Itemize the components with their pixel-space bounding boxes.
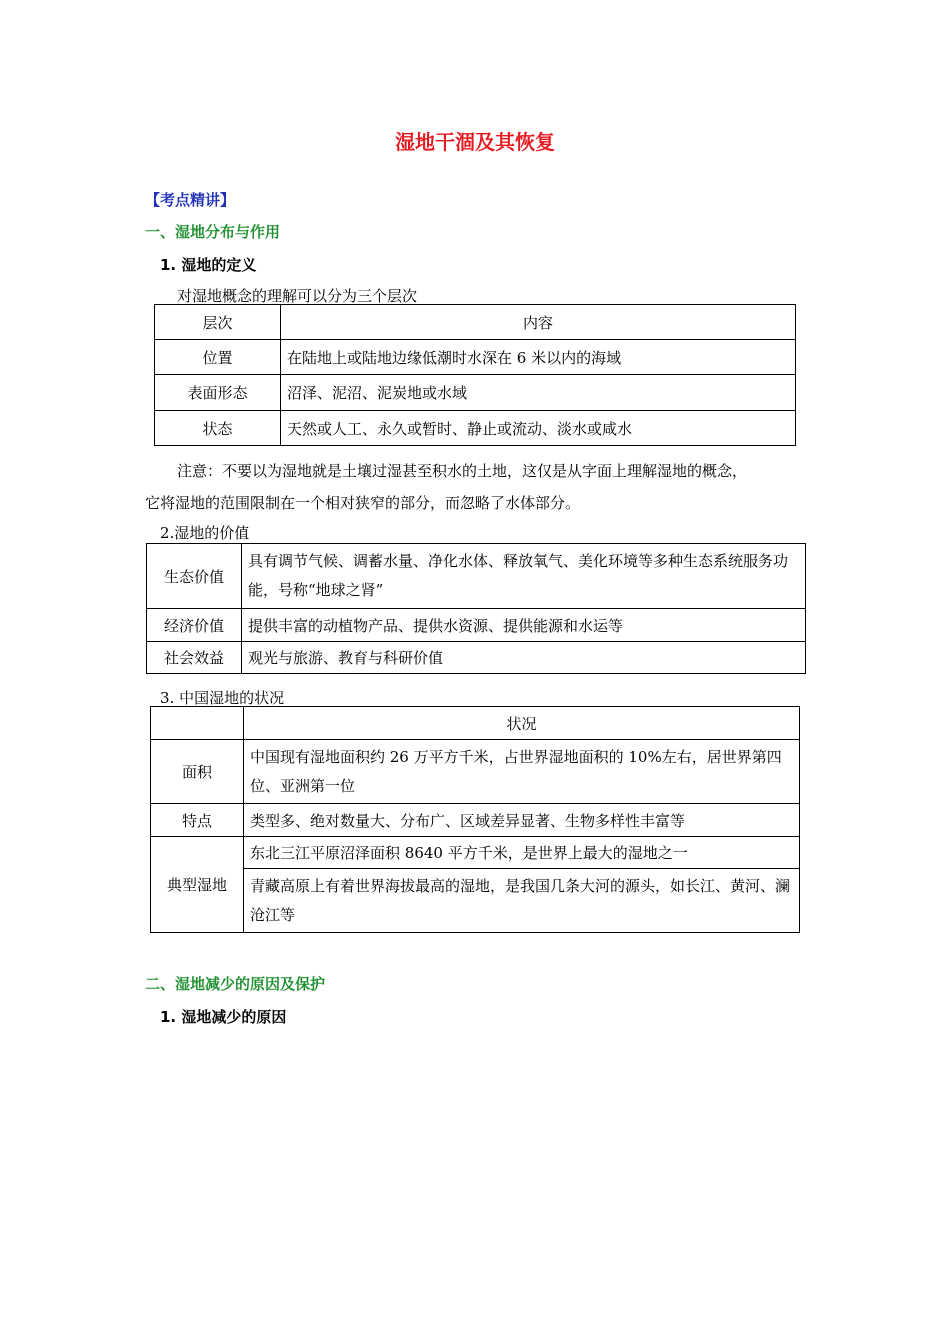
table-cell: 位置 — [155, 340, 281, 375]
table-cell: 特点 — [151, 804, 244, 837]
table-cell: 中国现有湿地面积约 26 万平方千米，占世界湿地面积的 10%左右，居世界第四位、亚洲第一位 — [244, 740, 800, 804]
table-row — [151, 740, 800, 804]
table-row — [155, 411, 796, 446]
section1-sub1: 1. 湿地的定义 — [160, 256, 257, 274]
table-row — [155, 375, 796, 411]
table-row — [147, 609, 806, 642]
table-row — [151, 837, 800, 869]
table-header-cell — [151, 707, 244, 740]
table-row — [155, 340, 796, 375]
table-row — [147, 544, 806, 609]
table-cell: 青藏高原上有着世界海拔最高的湿地，是我国几条大河的源头，如长江、黄河、澜沧江等 — [244, 869, 800, 933]
table-header-cell: 层次 — [155, 305, 281, 340]
table-row — [151, 804, 800, 837]
table-row — [151, 869, 800, 933]
note-line-2: 它将湿地的范围限制在一个相对狭窄的部分，而忽略了水体部分。 — [145, 494, 581, 512]
section1-heading: 一、湿地分布与作用 — [145, 223, 281, 241]
table-cell: 天然或人工、永久或暂时、静止或流动、淡水或咸水 — [281, 411, 796, 446]
table-cell: 类型多、绝对数量大、分布广、区域差异显著、生物多样性丰富等 — [244, 804, 800, 837]
definition-table — [154, 304, 796, 446]
table-cell: 具有调节气候、调蓄水量、净化水体、释放氧气、美化环境等多种生态系统服务功能，号称“地球之肾” — [242, 544, 806, 609]
note-line-1: 注意：不要以为湿地就是土壤过湿甚至积水的土地，这仅是从字面上理解湿地的概念， — [177, 462, 748, 480]
table-cell: 东北三江平原沼泽面积 8640 平方千米，是世界上最大的湿地之一 — [244, 837, 800, 869]
table-cell: 表面形态 — [155, 375, 281, 411]
table-cell: 在陆地上或陆地边缘低潮时水深在 6 米以内的海域 — [281, 340, 796, 375]
kaodian-heading: 【考点精讲】 — [145, 191, 236, 209]
section1-sub3: 3. 中国湿地的状况 — [160, 689, 285, 707]
table-cell: 状态 — [155, 411, 281, 446]
table-cell: 面积 — [151, 740, 244, 804]
table-header-cell: 状况 — [244, 707, 800, 740]
section2-heading: 二、湿地减少的原因及保护 — [145, 975, 326, 993]
table-row — [151, 707, 800, 740]
table-cell: 生态价值 — [147, 544, 242, 609]
table-cell: 提供丰富的动植物产品、提供水资源、提供能源和水运等 — [242, 609, 806, 642]
table-cell: 经济价值 — [147, 609, 242, 642]
section2-sub1: 1. 湿地减少的原因 — [160, 1008, 287, 1026]
table-cell: 观光与旅游、教育与科研价值 — [242, 642, 806, 674]
page-title: 湿地干涸及其恢复 — [395, 130, 555, 154]
table-header-cell: 内容 — [281, 305, 796, 340]
table-row — [155, 305, 796, 340]
table-cell: 沼泽、泥沼、泥炭地或水域 — [281, 375, 796, 411]
table-cell: 典型湿地 — [151, 837, 244, 933]
definition-intro: 对湿地概念的理解可以分为三个层次 — [177, 287, 418, 305]
table-cell: 社会效益 — [147, 642, 242, 674]
china-wetland-table — [150, 706, 800, 933]
value-table — [146, 543, 806, 674]
section1-sub2: 2.湿地的价值 — [160, 524, 250, 542]
table-row — [147, 642, 806, 674]
